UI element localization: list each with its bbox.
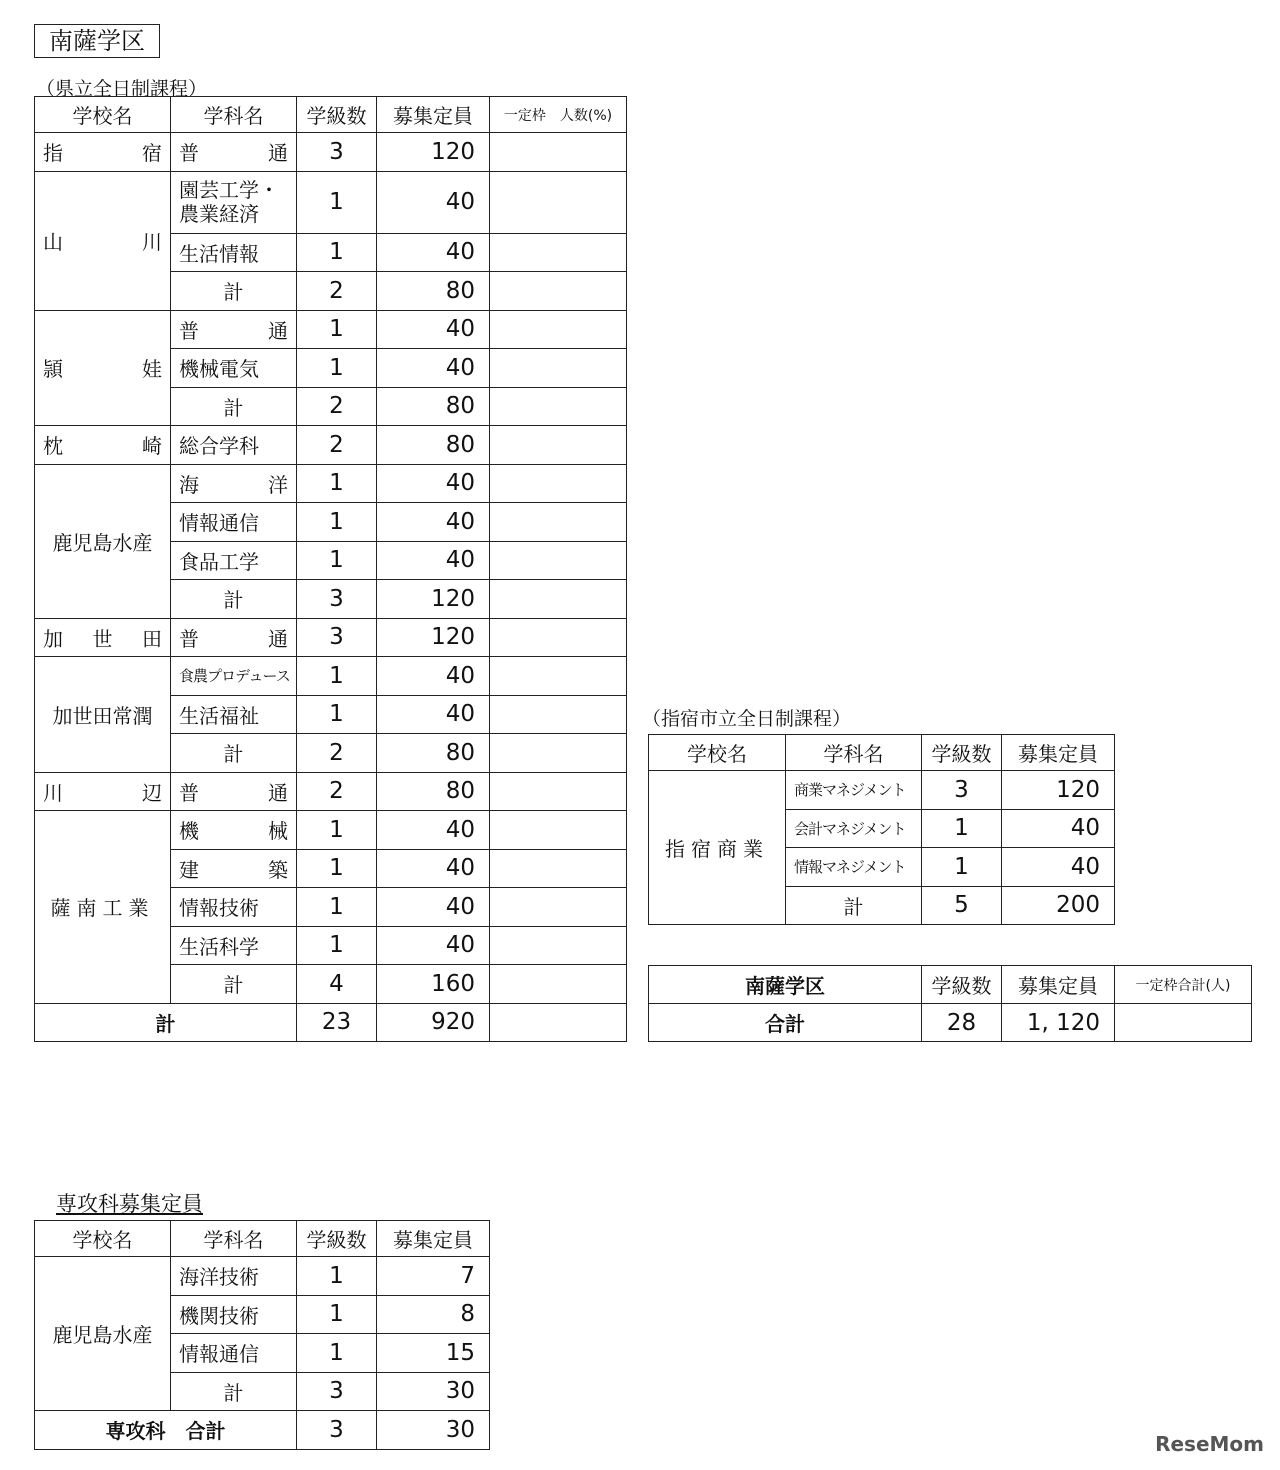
quota-cell (490, 695, 627, 734)
quota-cell (490, 965, 627, 1004)
subtotal-capacity: 30 (377, 1372, 490, 1411)
quota-cell (490, 349, 627, 388)
header-cell: 学科名 (171, 97, 297, 133)
dept-name: 普 通 (171, 310, 297, 349)
table-row (35, 133, 627, 172)
header-cell: 学校名 (35, 1221, 171, 1257)
dept-name: 普 通 (171, 772, 297, 811)
watermark-logo: ReseMom (1155, 1432, 1264, 1456)
grand-total-classes: 3 (297, 1411, 377, 1450)
dept-name: 食農プロデュース (171, 657, 297, 696)
subtotal-label: 計 (786, 886, 922, 925)
dept-name: 普 通 (171, 618, 297, 657)
quota-cell (490, 618, 627, 657)
capacity: 40 (377, 171, 490, 233)
grand-total-classes: 23 (297, 1003, 377, 1042)
subtotal-capacity: 200 (1002, 886, 1115, 925)
capacity: 120 (377, 133, 490, 172)
capacity: 40 (377, 849, 490, 888)
subtotal-capacity: 120 (377, 580, 490, 619)
capacity: 80 (377, 426, 490, 465)
dept-name: 海 洋 (171, 464, 297, 503)
capacity: 40 (1002, 809, 1115, 848)
special-caption: 専攻科募集定員 (56, 1192, 203, 1216)
header-cell: 学校名 (35, 97, 171, 133)
school-name: 指宿商業 (649, 771, 786, 925)
dept-name: 海洋技術 (171, 1257, 297, 1296)
quota-cell (490, 926, 627, 965)
header-cell: 募集定員 (377, 1221, 490, 1257)
quota-cell (490, 310, 627, 349)
subtotal-capacity: 80 (377, 734, 490, 773)
quota-cell (490, 657, 627, 696)
class-count: 1 (297, 1334, 377, 1373)
class-count: 1 (297, 349, 377, 388)
subtotal-classes: 2 (297, 272, 377, 311)
quota-cell (490, 272, 627, 311)
school-name: 枕 崎 (35, 426, 171, 465)
header-cell: 学級数 (297, 1221, 377, 1257)
dept-name: 普 通 (171, 133, 297, 172)
class-count: 1 (297, 541, 377, 580)
dept-name: 食品工学 (171, 541, 297, 580)
quota-cell (490, 888, 627, 927)
table-row (35, 310, 627, 349)
header-cell: 学級数 (297, 97, 377, 133)
subtotal-label: 計 (171, 387, 297, 426)
subtotal-classes: 2 (297, 387, 377, 426)
grand-total-row (35, 1411, 490, 1450)
table-row (35, 1257, 490, 1296)
subtotal-label: 計 (171, 272, 297, 311)
quota-cell (490, 811, 627, 850)
quota-cell (490, 133, 627, 172)
capacity: 40 (1002, 848, 1115, 887)
summary-header-capacity: 募集定員 (1002, 966, 1115, 1004)
capacity: 40 (377, 349, 490, 388)
class-count: 1 (297, 849, 377, 888)
grand-total-label: 計 (35, 1003, 297, 1042)
dept-name: 情報通信 (171, 503, 297, 542)
dept-name: 会計マネジメント (786, 809, 922, 848)
table-row (649, 771, 1115, 810)
quota-cell (490, 772, 627, 811)
subtotal-classes: 2 (297, 734, 377, 773)
subtotal-capacity: 160 (377, 965, 490, 1004)
class-count: 1 (297, 464, 377, 503)
header-cell: 学科名 (171, 1221, 297, 1257)
table-row (35, 618, 627, 657)
city-table (648, 734, 1115, 925)
grand-total-row (35, 1003, 627, 1042)
school-name: 鹿児島水産 (35, 464, 171, 618)
subtotal-classes: 5 (922, 886, 1002, 925)
class-count: 1 (297, 503, 377, 542)
capacity: 40 (377, 233, 490, 272)
school-name: 川 辺 (35, 772, 171, 811)
school-name: 薩南工業 (35, 811, 171, 1004)
school-name: 鹿児島水産 (35, 1257, 171, 1411)
capacity: 80 (377, 772, 490, 811)
subtotal-classes: 3 (297, 1372, 377, 1411)
pref-caption: （県立全日制課程） (36, 78, 208, 100)
dept-name: 生活科学 (171, 926, 297, 965)
header-cell: 募集定員 (1002, 735, 1115, 771)
capacity: 40 (377, 464, 490, 503)
table-row (35, 811, 627, 850)
capacity: 120 (1002, 771, 1115, 810)
dept-name: 機 械 (171, 811, 297, 850)
capacity: 40 (377, 926, 490, 965)
capacity: 40 (377, 541, 490, 580)
class-count: 1 (297, 310, 377, 349)
summary-table (648, 965, 1252, 1042)
class-count: 2 (297, 772, 377, 811)
district-title: 南薩学区 (34, 24, 160, 58)
header-cell: 学科名 (786, 735, 922, 771)
subtotal-classes: 4 (297, 965, 377, 1004)
quota-cell (490, 426, 627, 465)
capacity: 8 (377, 1295, 490, 1334)
school-name: 頴 娃 (35, 310, 171, 426)
subtotal-label: 計 (171, 580, 297, 619)
class-count: 1 (922, 809, 1002, 848)
capacity: 40 (377, 657, 490, 696)
dept-name: 建 築 (171, 849, 297, 888)
header-cell: 募集定員 (377, 97, 490, 133)
subtotal-label: 計 (171, 734, 297, 773)
capacity: 15 (377, 1334, 490, 1373)
class-count: 2 (297, 426, 377, 465)
table-row (35, 171, 627, 233)
dept-name: 生活福祉 (171, 695, 297, 734)
class-count: 1 (297, 926, 377, 965)
summary-quota (1115, 1004, 1252, 1042)
summary-label: 合計 (649, 1004, 922, 1042)
capacity: 120 (377, 618, 490, 657)
dept-name: 総合学科 (171, 426, 297, 465)
quota-cell (490, 1003, 627, 1042)
capacity: 7 (377, 1257, 490, 1296)
school-name: 加世田常潤 (35, 657, 171, 773)
class-count: 1 (922, 848, 1002, 887)
table-row (35, 426, 627, 465)
dept-name: 商業マネジメント (786, 771, 922, 810)
dept-name: 園芸工学・農業経済 (171, 171, 297, 233)
class-count: 3 (922, 771, 1002, 810)
class-count: 1 (297, 233, 377, 272)
table-row (35, 464, 627, 503)
grand-total-capacity: 920 (377, 1003, 490, 1042)
grand-total-capacity: 30 (377, 1411, 490, 1450)
grand-total-label: 専攻科 合計 (35, 1411, 297, 1450)
dept-name: 情報マネジメント (786, 848, 922, 887)
pref-table (34, 96, 627, 1042)
dept-name: 機関技術 (171, 1295, 297, 1334)
capacity: 40 (377, 811, 490, 850)
quota-cell (490, 233, 627, 272)
school-name: 山 川 (35, 171, 171, 310)
quota-cell (490, 171, 627, 233)
class-count: 1 (297, 888, 377, 927)
dept-name: 情報技術 (171, 888, 297, 927)
class-count: 1 (297, 1257, 377, 1296)
dept-name: 生活情報 (171, 233, 297, 272)
dept-name: 機械電気 (171, 349, 297, 388)
quota-cell (490, 580, 627, 619)
summary-header-district: 南薩学区 (649, 966, 922, 1004)
header-cell: 学級数 (922, 735, 1002, 771)
table-row (35, 772, 627, 811)
capacity: 40 (377, 310, 490, 349)
quota-cell (490, 503, 627, 542)
summary-header-quota: 一定枠合計(人) (1115, 966, 1252, 1004)
quota-cell (490, 541, 627, 580)
capacity: 40 (377, 503, 490, 542)
header-cell: 一定枠 人数(%) (490, 97, 627, 133)
special-table (34, 1220, 490, 1450)
class-count: 1 (297, 1295, 377, 1334)
subtotal-capacity: 80 (377, 387, 490, 426)
summary-header-classes: 学級数 (922, 966, 1002, 1004)
header-cell: 学校名 (649, 735, 786, 771)
quota-cell (490, 464, 627, 503)
class-count: 1 (297, 657, 377, 696)
capacity: 40 (377, 888, 490, 927)
quota-cell (490, 734, 627, 773)
class-count: 3 (297, 133, 377, 172)
school-name: 加世田 (35, 618, 171, 657)
class-count: 3 (297, 618, 377, 657)
class-count: 1 (297, 171, 377, 233)
subtotal-capacity: 80 (377, 272, 490, 311)
quota-cell (490, 849, 627, 888)
summary-classes: 28 (922, 1004, 1002, 1042)
quota-cell (490, 387, 627, 426)
class-count: 1 (297, 695, 377, 734)
school-name: 指 宿 (35, 133, 171, 172)
summary-capacity: 1, 120 (1002, 1004, 1115, 1042)
capacity: 40 (377, 695, 490, 734)
class-count: 1 (297, 811, 377, 850)
subtotal-classes: 3 (297, 580, 377, 619)
subtotal-label: 計 (171, 1372, 297, 1411)
city-caption: （指宿市立全日制課程） (642, 708, 852, 730)
table-row (35, 657, 627, 696)
dept-name: 情報通信 (171, 1334, 297, 1373)
subtotal-label: 計 (171, 965, 297, 1004)
